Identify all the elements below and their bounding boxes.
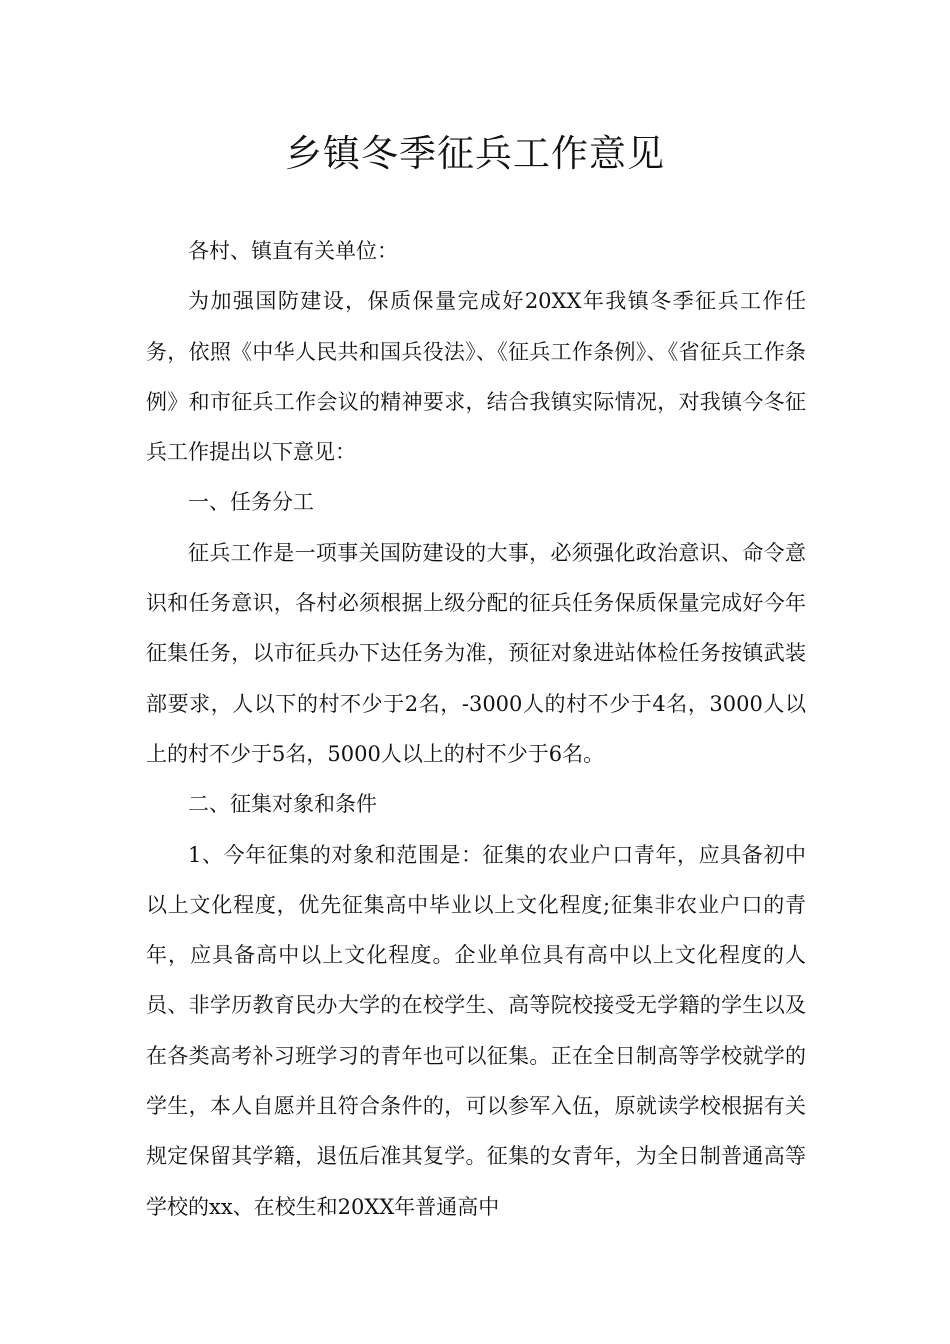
recruitment-targets-paragraph: 1、今年征集的对象和范围是：征集的农业户口青年，应具备初中以上文化程度，优先征集高中毕业以上文化程度;征集非农业户口的青年，应具备高中以上文化程度。企业单位具有高中以上文化程度的人员、非学历教育民办大学的在校学生、高等院校接受无学籍的学生以及在各类高考补习班学习的青年也可以征集。正在全日制高等学校就学的学生，本人自愿并且符合条件的，可以参军入伍，原就读学校根据有关规定保留其学籍，退伍后准其复学。征集的女青年，为全日制普通高等学校的xx、在校生和20XX年普通高中 xyxy=(146,842,806,1219)
section-heading-task-division: 一、任务分工 xyxy=(188,490,314,515)
document-body xyxy=(146,226,806,1232)
salutation-paragraph: 各村、镇直有关单位： xyxy=(188,239,398,263)
document-title: 乡镇冬季征兵工作意见 xyxy=(285,132,665,175)
section-heading-recruitment-targets: 二、征集对象和条件 xyxy=(188,792,377,817)
intro-paragraph: 为加强国防建设，保质保量完成好20XX年我镇冬季征兵工作任务，依照《中华人民共和国兵役法》、《征兵工作条例》、《省征兵工作条例》和市征兵工作会议的精神要求，结合我镇实际情况，对我镇今冬征兵工作提出以下意见： xyxy=(146,289,806,465)
task-division-paragraph: 征兵工作是一项事关国防建设的大事，必须强化政治意识、命令意识和任务意识，各村必须根据上级分配的征兵任务保质保量完成好今年征集任务，以市征兵办下达任务为准，预征对象进站体检任务按镇武装部要求，人以下的村不少于2名，-3000人的村不少于4名，3000人以上的村不少于5名，5000人以上的村不少于6名。 xyxy=(146,540,806,766)
